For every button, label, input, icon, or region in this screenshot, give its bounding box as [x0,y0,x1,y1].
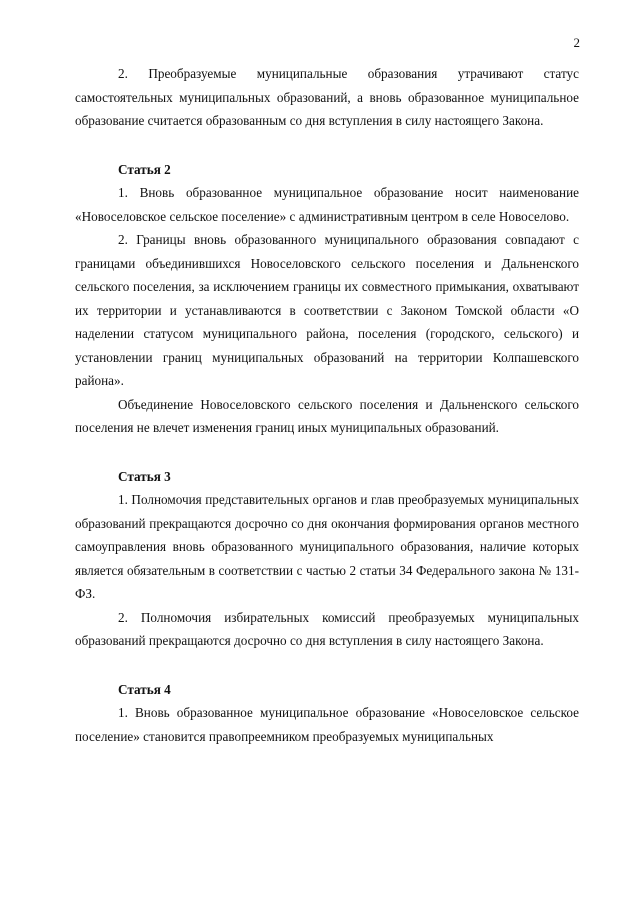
page-number: 2 [573,35,580,50]
article-3-paragraph-2: 2. Полномочия избирательных комиссий преобразуемых муниципальных образований прекращаются досрочно со дня вступления в силу настоящего Закона. [75,609,579,648]
article-3-heading: Статья 3 [118,468,171,484]
intro-paragraph: 2. Преобразуемые муниципальные образования утрачивают статус самостоятельных муниципальных образований, а вновь образованное муниципальное образование считается образованным со дня вступления в силу настоящего Закона. [75,66,579,128]
document-body [75,62,579,748]
article-4-paragraph-1: 1. Вновь образованное муниципальное образование «Новоселовское сельское поселение» становится правопреемником преобразуемых муниципальных [75,705,579,744]
article-2-paragraph-1: 1. Вновь образованное муниципальное образование носит наименование «Новоселовское сельское поселение» с административным центром в селе Новоселово. [75,185,579,224]
article-4-heading: Статья 4 [118,681,171,697]
article-2-paragraph-3: Объединение Новоселовского сельского поселения и Дальненского сельского поселения не влечет изменения границ иных муниципальных образований. [75,396,579,435]
article-2-paragraph-2: 2. Границы вновь образованного муниципального образования совпадают с границами объединившихся Новоселовского сельского поселения и Дальненского сельского поселения, за исключением границы их совместного примыкания, охватывают их территории и устанавливаются в соответствии с Законом Томской области «О наделении статусом муниципального района, поселения (городского, сельского) и установлении границ муниципальных образований на территории Колпашевского района». [75,232,579,388]
article-3-paragraph-1: 1. Полномочия представительных органов и глав преобразуемых муниципальных образований прекращаются досрочно со дня окончания формирования органов местного самоуправления вновь образованного муниципального образования, наличие которых является обязательным в соответствии с частью 2 статьи 34 Федерального закона № 131-ФЗ. [75,492,579,601]
article-2-heading: Статья 2 [118,161,171,177]
